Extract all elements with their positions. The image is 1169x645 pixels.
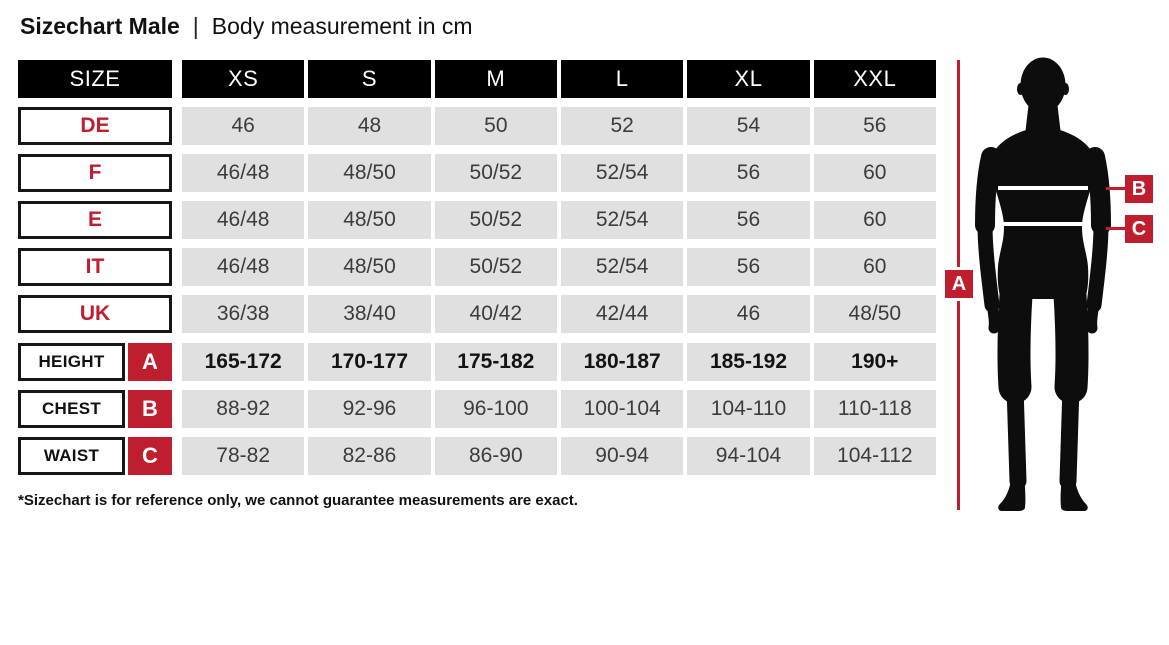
table-row-e — [18, 201, 936, 239]
row-label-height — [18, 343, 172, 381]
chest-label-box: CHEST — [18, 390, 125, 428]
row-label-uk: UK — [18, 295, 172, 333]
table-cell: 92-96 — [308, 390, 430, 428]
row-label-chest — [18, 390, 172, 428]
title-separator: | — [192, 13, 199, 39]
table-cell: 175-182 — [435, 343, 557, 381]
table-cell: 48/50 — [814, 295, 936, 333]
table-cell: 54 — [687, 107, 809, 145]
footnote-text: *Sizechart is for reference only, we cannot guarantee measurements are exact. — [18, 492, 578, 509]
title-main: Sizechart Male — [20, 13, 180, 39]
table-cell: 46 — [182, 107, 304, 145]
table-cell: 110-118 — [814, 390, 936, 428]
waist-label-box: WAIST — [18, 437, 125, 475]
table-row-chest — [18, 390, 936, 428]
table-cell: 48/50 — [308, 154, 430, 192]
table-cell: 56 — [814, 107, 936, 145]
header-l: L — [561, 60, 683, 98]
chest-callout-line — [1106, 187, 1126, 190]
table-cell: 46 — [687, 295, 809, 333]
table-cell: 38/40 — [308, 295, 430, 333]
chest-line — [998, 186, 1088, 190]
marker-c-badge: C — [128, 437, 172, 475]
table-cell: 94-104 — [687, 437, 809, 475]
table-cell: 56 — [687, 154, 809, 192]
body-measurement-figure — [930, 55, 1169, 515]
table-cell: 86-90 — [435, 437, 557, 475]
table-cell: 56 — [687, 201, 809, 239]
figure-marker-b: B — [1125, 175, 1153, 203]
table-cell: 96-100 — [435, 390, 557, 428]
header-s: S — [308, 60, 430, 98]
table-cell: 100-104 — [561, 390, 683, 428]
figure-marker-a: A — [945, 270, 973, 298]
row-label-f: F — [18, 154, 172, 192]
row-label-it: IT — [18, 248, 172, 286]
table-cell: 36/38 — [182, 295, 304, 333]
marker-b-badge: B — [128, 390, 172, 428]
table-cell: 50/52 — [435, 248, 557, 286]
height-label-box: HEIGHT — [18, 343, 125, 381]
header-size: SIZE — [18, 60, 172, 98]
table-cell: 185-192 — [687, 343, 809, 381]
silhouette-feet — [998, 473, 1087, 511]
figure-marker-c: C — [1125, 215, 1153, 243]
header-xl: XL — [687, 60, 809, 98]
marker-a-badge: A — [128, 343, 172, 381]
table-cell: 52/54 — [561, 201, 683, 239]
table-row-height — [18, 343, 936, 381]
table-cell: 42/44 — [561, 295, 683, 333]
table-cell: 165-172 — [182, 343, 304, 381]
table-cell: 46/48 — [182, 248, 304, 286]
title-subtitle: Body measurement in cm — [211, 13, 473, 39]
table-cell: 48/50 — [308, 248, 430, 286]
table-cell: 50/52 — [435, 154, 557, 192]
table-cell: 46/48 — [182, 201, 304, 239]
table-cell: 46/48 — [182, 154, 304, 192]
table-cell: 52/54 — [561, 154, 683, 192]
table-row-f — [18, 154, 936, 192]
table-header-row — [18, 60, 936, 98]
table-cell: 52/54 — [561, 248, 683, 286]
table-cell: 52 — [561, 107, 683, 145]
row-label-de: DE — [18, 107, 172, 145]
table-row-it — [18, 248, 936, 286]
header-m: M — [435, 60, 557, 98]
table-cell: 82-86 — [308, 437, 430, 475]
row-label-e: E — [18, 201, 172, 239]
table-cell: 180-187 — [561, 343, 683, 381]
page-title — [20, 13, 473, 40]
table-cell: 90-94 — [561, 437, 683, 475]
table-row-waist — [18, 437, 936, 475]
table-cell: 60 — [814, 201, 936, 239]
table-cell: 60 — [814, 154, 936, 192]
table-cell: 88-92 — [182, 390, 304, 428]
table-cell: 60 — [814, 248, 936, 286]
table-cell: 50/52 — [435, 201, 557, 239]
waist-callout-line — [1106, 227, 1126, 230]
table-cell: 170-177 — [308, 343, 430, 381]
table-cell: 190+ — [814, 343, 936, 381]
table-cell: 56 — [687, 248, 809, 286]
header-xs: XS — [182, 60, 304, 98]
table-cell: 48/50 — [308, 201, 430, 239]
waist-line — [1003, 222, 1083, 226]
silhouette-body — [990, 58, 1096, 300]
table-cell: 104-110 — [687, 390, 809, 428]
table-cell: 40/42 — [435, 295, 557, 333]
table-cell: 50 — [435, 107, 557, 145]
row-label-waist — [18, 437, 172, 475]
header-xxl: XXL — [814, 60, 936, 98]
sizechart-table — [18, 60, 936, 484]
table-cell: 104-112 — [814, 437, 936, 475]
table-cell: 48 — [308, 107, 430, 145]
table-row-de — [18, 107, 936, 145]
table-cell: 78-82 — [182, 437, 304, 475]
table-row-uk — [18, 295, 936, 333]
